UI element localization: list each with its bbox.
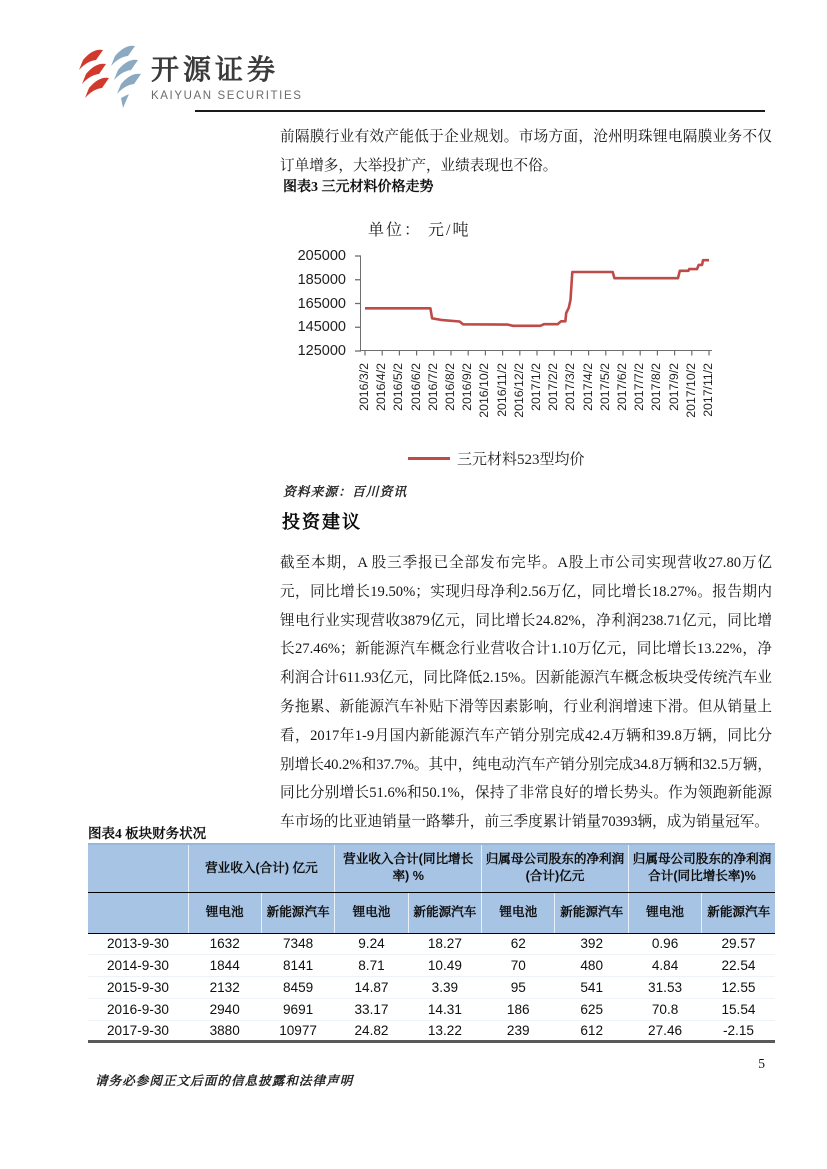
y-axis-tick-label: 125000 (297, 343, 346, 359)
table-value-cell: 0.96 (628, 933, 701, 955)
logo-name-en: KAIYUAN SECURITIES (151, 90, 303, 102)
x-axis-tick-label: 2017/3/2 (563, 363, 578, 411)
table-value-cell: 2940 (188, 998, 261, 1020)
table-value-cell: 10977 (261, 1020, 334, 1042)
table-sub-header: 新能源汽车 (702, 892, 775, 933)
y-axis-tick-label: 165000 (297, 295, 346, 312)
table-value-cell: 2132 (188, 977, 261, 999)
table-value-cell: 392 (555, 933, 628, 955)
table-value-cell: 31.53 (628, 977, 701, 999)
x-axis-tick-label: 2016/4/2 (374, 363, 389, 411)
table-value-cell: 12.55 (702, 977, 775, 999)
logo-name-cn: 开源证券 (151, 54, 280, 85)
x-axis-tick-label: 2017/2/2 (546, 363, 561, 411)
table-date-cell: 2016-9-30 (88, 998, 188, 1020)
chart-plot-area (360, 256, 712, 351)
logo-text (151, 48, 303, 102)
table-value-cell: 24.82 (335, 1020, 408, 1042)
x-axis-tick-label: 2016/3/2 (357, 363, 371, 411)
financial-table-body (88, 933, 775, 1042)
table-value-cell: 9691 (261, 998, 334, 1020)
legend-series-label: 三元材料523型均价 (457, 452, 585, 468)
table-row (88, 977, 775, 999)
table-date-cell: 2014-9-30 (88, 955, 188, 977)
table-group-header: 营业收入(合计) 亿元 (188, 844, 335, 892)
chart-unit-label: 单位： 元/吨 (368, 222, 471, 239)
table-value-cell: 4.84 (628, 955, 701, 977)
x-axis-tick-label: 2017/1/2 (529, 363, 543, 411)
table-value-cell: 7348 (261, 933, 334, 955)
footer-disclaimer: 请务必参阅正文后面的信息披露和法律声明 (95, 1074, 354, 1088)
figure4-title: 图表4 板块财务状况 (88, 826, 207, 841)
chart-legend (408, 448, 585, 469)
company-logo (73, 44, 303, 110)
table-value-cell: 612 (555, 1020, 628, 1042)
investment-paragraph: 截至本期，A 股三季报已全部发布完毕。A股上市公司实现营收27.80万亿元，同比增长19.50%；实现归母净利2.56万亿，同比增长18.27%。报告期内锂电行业实现营收3879亿元，同比增长24.82%，净利润238.71亿元，同比增长27.46%；新能源汽车概念行业营收合计1.10万亿元，同比增长13.22%，净利润合计611.93亿元，同比降低2.15%。因新能源汽车概念板块受传统汽车业务拖累、新能源汽车补贴下滑等因素影响，行业利润增速下滑。但从销量上看，2017年1-9月国内新能源汽车产销分别完成42.4万辆和39.8万辆，同比分别增长40.2%和37.7%。其中，纯电动汽车产销分别完成34.8万辆和32.5万辆，同比分别增长51.6%和50.1%，保持了非常良好的增长势头。作为领跑新能源车市场的比亚迪销量一路攀升，前三季度累计销量70393辆，成为销量冠军。 (280, 555, 772, 831)
table-value-cell: 29.57 (702, 933, 775, 955)
table-value-cell: 95 (482, 977, 555, 999)
table-corner-cell (88, 892, 188, 933)
table-sub-header: 锂电池 (335, 892, 408, 933)
price-chart (280, 203, 750, 475)
x-axis-tick-label: 2016/7/2 (425, 363, 440, 411)
table-row (88, 933, 775, 955)
x-axis-tick-label: 2017/4/2 (580, 363, 595, 411)
x-axis-tick-label: 2016/6/2 (408, 363, 423, 411)
chart-y-axis-labels (280, 248, 352, 359)
x-axis-tick-label: 2017/10/2 (683, 363, 698, 418)
table-value-cell: 14.31 (408, 998, 481, 1020)
figure3-title: 图表3 三元材料价格走势 (283, 180, 434, 195)
x-axis-tick-label: 2017/6/2 (615, 363, 629, 411)
x-axis-tick-label: 2017/9/2 (666, 363, 681, 411)
y-axis-tick-label: 145000 (297, 319, 346, 336)
table-value-cell: 625 (555, 998, 628, 1020)
table-value-cell: 33.17 (335, 998, 408, 1020)
table-value-cell: 8141 (261, 955, 334, 977)
logo-mark-icon (73, 44, 145, 110)
price-line (365, 260, 709, 326)
table-date-cell: 2017-9-30 (88, 1020, 188, 1042)
table-value-cell: 186 (482, 998, 555, 1020)
table-value-cell: 62 (482, 933, 555, 955)
x-axis-tick-label: 2017/8/2 (649, 363, 664, 411)
table-value-cell: 1632 (188, 933, 261, 955)
x-axis-tick-label: 2016/5/2 (391, 363, 406, 411)
table-group-header: 归属母公司股东的净利润合计(同比增长率)% (628, 844, 775, 892)
table-value-cell: 8.71 (335, 955, 408, 977)
financial-table-head (88, 844, 775, 933)
table-row (88, 1020, 775, 1042)
x-axis-tick-label: 2017/7/2 (632, 363, 647, 411)
table-sub-header: 锂电池 (628, 892, 701, 933)
x-axis-tick-label: 2016/8/2 (443, 363, 457, 411)
table-value-cell: 22.54 (702, 955, 775, 977)
table-sub-header: 新能源汽车 (408, 892, 481, 933)
table-value-cell: 8459 (261, 977, 334, 999)
table-value-cell: 18.27 (408, 933, 481, 955)
financial-table (88, 843, 775, 1043)
y-axis-tick-label: 185000 (297, 271, 346, 288)
table-value-cell: 480 (555, 955, 628, 977)
table-group-header: 营业收入合计(同比增长率) % (335, 844, 482, 892)
table-value-cell: 541 (555, 977, 628, 999)
x-axis-tick-label: 2016/9/2 (460, 363, 475, 411)
page-number: 5 (758, 1056, 765, 1071)
table-value-cell: 1844 (188, 955, 261, 977)
section-heading: 投资建议 (282, 512, 362, 532)
table-sub-header: 新能源汽车 (261, 892, 334, 933)
x-axis-tick-label: 2017/5/2 (597, 363, 612, 411)
table-corner-cell (88, 844, 188, 892)
x-axis-tick-label: 2016/10/2 (477, 363, 492, 418)
x-axis-tick-label: 2017/11/2 (701, 363, 715, 417)
table-value-cell: 10.49 (408, 955, 481, 977)
table-value-cell: 3.39 (408, 977, 481, 999)
table-group-header: 归属母公司股东的净利润(合计)亿元 (482, 844, 629, 892)
price-line-chart-svg (361, 256, 713, 356)
table-row (88, 998, 775, 1020)
legend-line-marker (408, 457, 450, 461)
table-value-cell: 14.87 (335, 977, 408, 999)
table-sub-header: 锂电池 (482, 892, 555, 933)
table-value-cell: 27.46 (628, 1020, 701, 1042)
y-axis-tick-label: 205000 (297, 248, 346, 264)
header-divider (195, 110, 765, 112)
table-value-cell: 239 (482, 1020, 555, 1042)
table-value-cell: 3880 (188, 1020, 261, 1042)
table-value-cell: 13.22 (408, 1020, 481, 1042)
intro-paragraph: 前隔膜行业有效产能低于企业规划。市场方面，沧州明珠锂电隔膜业务不仅订单增多，大举投扩产，业绩表现也不俗。 (280, 129, 772, 174)
table-value-cell: -2.15 (702, 1020, 775, 1042)
table-sub-header: 新能源汽车 (555, 892, 628, 933)
table-value-cell: 9.24 (335, 933, 408, 955)
table-value-cell: 15.54 (702, 998, 775, 1020)
table-sub-header: 锂电池 (188, 892, 261, 933)
table-date-cell: 2013-9-30 (88, 933, 188, 955)
table-value-cell: 70.8 (628, 998, 701, 1020)
table-value-cell: 70 (482, 955, 555, 977)
table-date-cell: 2015-9-30 (88, 977, 188, 999)
x-axis-tick-label: 2016/11/2 (494, 363, 509, 417)
table-row (88, 955, 775, 977)
figure3-source: 资料来源：百川资讯 (283, 485, 408, 499)
x-axis-tick-label: 2016/12/2 (511, 363, 526, 418)
